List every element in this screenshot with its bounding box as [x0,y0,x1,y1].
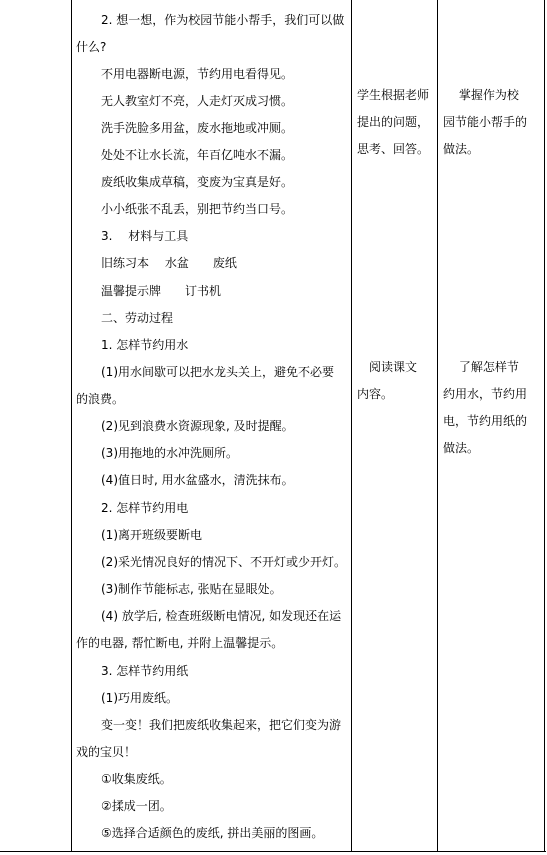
content-line: 二、劳动过程 [101,311,174,325]
content-line: (1)巧用废纸。 [101,691,178,705]
table-border-col4 [437,0,438,852]
table-border-bottom [0,851,546,852]
design-intent-line: 掌握作为校 [443,88,519,102]
content-line: 3. 怎样节约用纸 [101,664,189,678]
content-line: ②揉成一团。 [101,799,172,813]
student-activity-line: 内容。 [357,387,394,401]
student-activity-line: 学生根据老师 [357,88,430,102]
content-line: (2)采光情况良好的情况下、不开灯或少开灯。 [101,555,346,569]
design-intent-line: 做法。 [443,142,480,156]
content-line: 洗手洗脸多用盆，废水拖地或冲厕。 [101,121,294,135]
content-line: 2. 想一想，作为校园节能小帮手，我们可以做 [101,13,345,27]
design-intent-line: 了解怎样节 [443,360,519,374]
content-line: 废纸收集成草稿，变废为宝真是好。 [101,175,294,189]
student-activity-line: 提出的问题， [357,115,430,129]
table-border-left [71,0,72,852]
table-border-right [544,0,545,852]
table-border-col3 [351,0,352,852]
content-line: 戏的宝贝！ [76,745,137,759]
content-line: 小小纸张不乱丢，别把节约当口号。 [101,202,294,216]
content-line: (1)用水间歇可以把水龙头关上，避免不必要 [101,365,334,379]
content-line: (2)见到浪费水资源现象, 及时提醒。 [101,419,294,433]
content-line: 2. 怎样节约用电 [101,501,189,515]
content-line: 处处不让水长流，年百亿吨水不漏。 [101,148,294,162]
content-line: 什么? [76,40,107,54]
content-line: 变一变！我们把废纸收集起来，把它们变为游 [101,718,342,732]
content-line: ①收集废纸。 [101,772,172,786]
design-intent-line: 约用水，节约用 [443,387,528,401]
design-intent-line: 电，节约用纸的 [443,414,528,428]
content-line: 的浪费。 [76,392,125,406]
student-activity-line: 思考、回答。 [357,142,430,156]
content-line: 作的电器, 帮忙断电, 并附上温馨提示。 [76,636,284,650]
content-line: (1)离开班级要断电 [101,528,202,542]
content-line: 无人教室灯不亮，人走灯灭成习惯。 [101,94,294,108]
content-line: ⑤选择合适颜色的废纸, 拼出美丽的图画。 [101,826,324,840]
content-line: 旧练习本 水盆 废纸 [101,256,237,270]
content-line: (3)制作节能标志, 张贴在显眼处。 [101,582,282,596]
design-intent-line: 园节能小帮手的 [443,115,528,129]
design-intent-line: 做法。 [443,441,480,455]
content-line: 3. 材料与工具 [101,229,189,243]
content-line: (4) 放学后, 检查班级断电情况, 如发现还在运 [101,609,342,623]
content-line: 1. 怎样节约用水 [101,338,189,352]
student-activity-line: 阅读课文 [357,360,418,374]
content-line: (3)用拖地的水冲洗厕所。 [101,446,238,460]
content-line: 不用电器断电源，节约用电看得见。 [101,67,294,81]
content-line: (4)值日时, 用水盆盛水，清洗抹布。 [101,473,294,487]
content-line: 温馨提示牌 订书机 [101,284,222,298]
